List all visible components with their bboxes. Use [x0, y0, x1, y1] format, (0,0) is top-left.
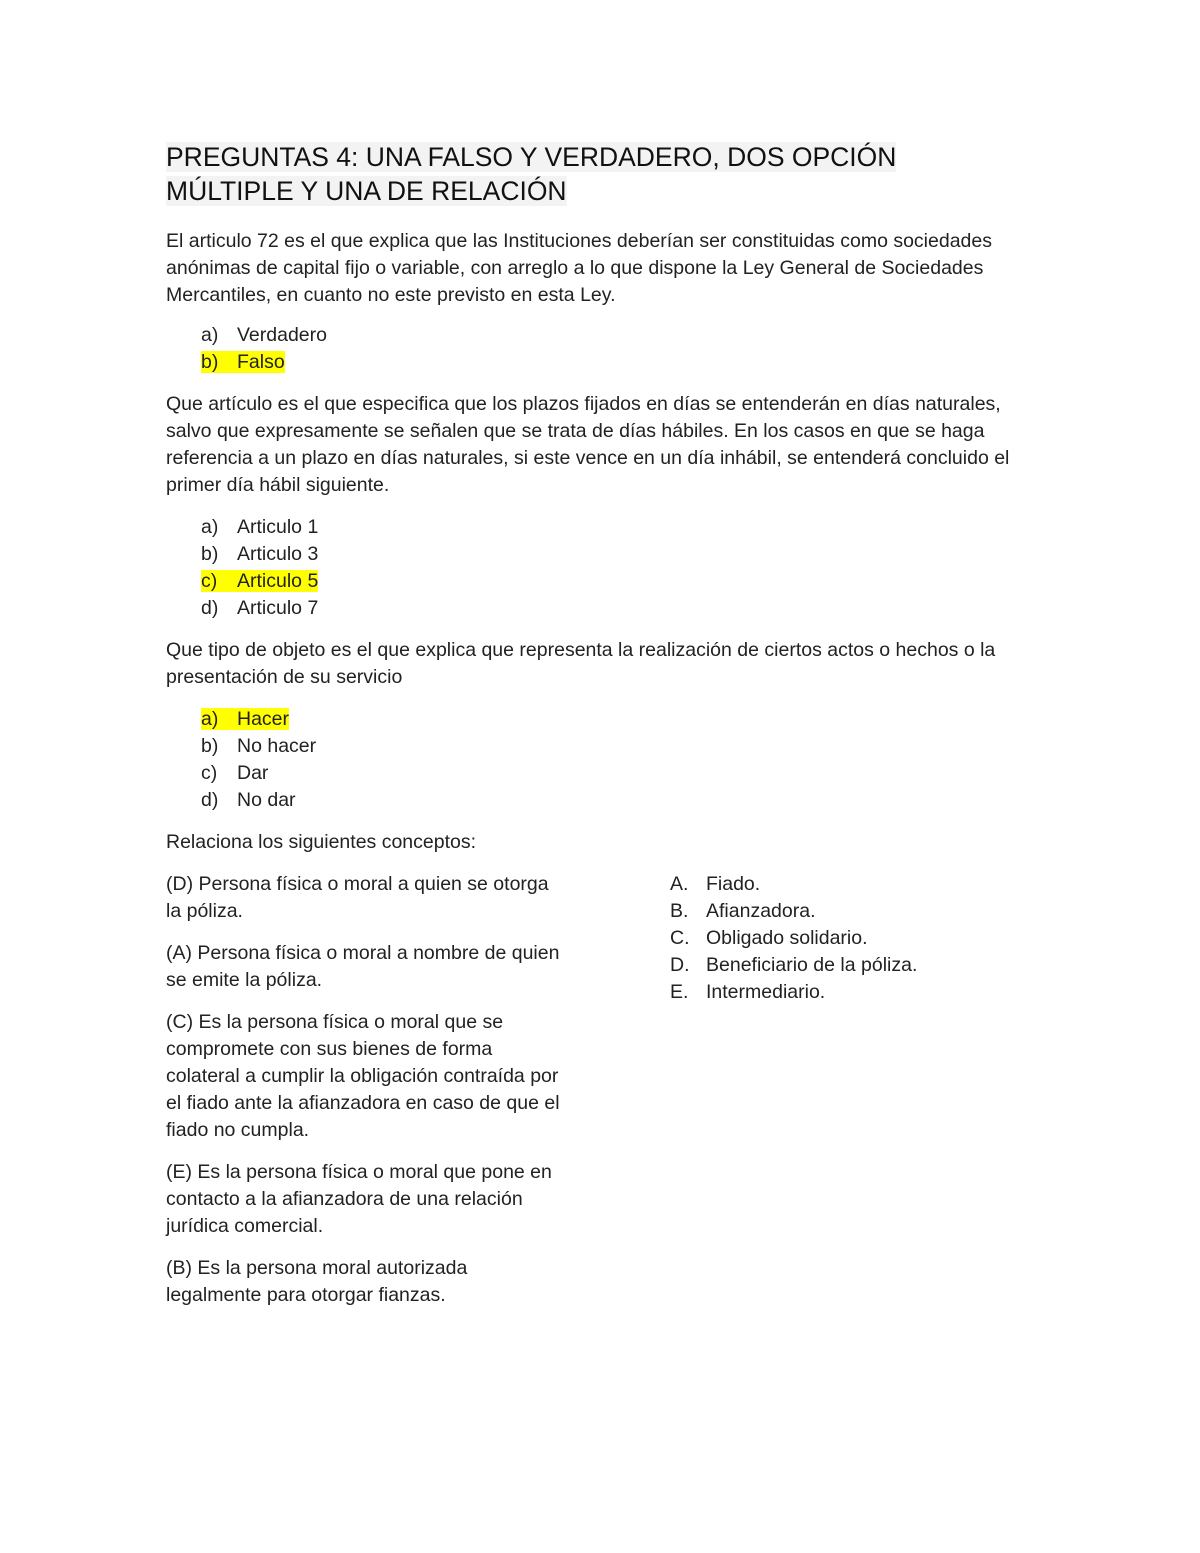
definition-item: (C) Es la persona física o moral que se compromete con sus bienes de forma colateral a cumplir la obligación contraída por el fiado ante la afianzadora en caso de que el fiado no cumpla. — [166, 1011, 560, 1141]
concept-marker: E. — [670, 981, 689, 1003]
definition-item: (A) Persona física o moral a nombre de quien se emite la póliza. — [166, 942, 560, 991]
option-item — [201, 595, 1046, 622]
definition-item: (D) Persona física o moral a quien se otorga la póliza. — [166, 873, 549, 922]
option-item — [201, 760, 1046, 787]
option-item — [201, 787, 1046, 814]
option-label: Dar — [237, 762, 269, 784]
option-marker: b) — [201, 735, 219, 757]
option-label: Articulo 7 — [237, 597, 319, 619]
relate-section — [166, 871, 1046, 1324]
page-title — [166, 140, 926, 208]
option-marker: b) — [201, 543, 219, 565]
option-label: Articulo 1 — [237, 516, 319, 538]
option-item — [201, 733, 1046, 760]
option-label: No hacer — [237, 735, 317, 757]
option-item — [201, 322, 1046, 349]
concepts-list — [670, 871, 917, 1006]
option-marker: c) — [201, 762, 218, 784]
definition-item: (E) Es la persona física o moral que pone en contacto a la afianzadora de una relación jurídica comercial. — [166, 1161, 552, 1237]
concept-label: Beneficiario de la póliza. — [706, 954, 918, 976]
option-marker: a) — [201, 324, 219, 346]
option-label: No dar — [237, 789, 296, 811]
definitions-column — [166, 871, 566, 1324]
concept-item — [670, 898, 917, 925]
option-item-highlighted — [201, 706, 1046, 733]
option-item — [201, 541, 1046, 568]
relate-intro: Relaciona los siguientes conceptos: — [166, 831, 477, 853]
concept-label: Afianzadora. — [706, 900, 816, 922]
concept-marker: B. — [670, 900, 689, 922]
option-item — [201, 514, 1046, 541]
option-item-highlighted — [201, 349, 1046, 376]
option-item-highlighted — [201, 568, 1046, 595]
concept-marker: D. — [670, 954, 690, 976]
option-marker: b) — [201, 351, 219, 373]
option-marker: a) — [201, 516, 219, 538]
option-label: Articulo 3 — [237, 543, 319, 565]
concept-item — [670, 979, 917, 1006]
question-3-options — [166, 706, 1046, 814]
question-3-text: Que tipo de objeto es el que explica que representa la realización de ciertos actos o hechos o la presentación de su servicio — [166, 639, 996, 688]
concept-item — [670, 871, 917, 898]
option-marker: d) — [201, 789, 219, 811]
concept-item — [670, 952, 917, 979]
question-2-text: Que artículo es el que especifica que los plazos fijados en días se entenderán en días naturales, salvo que expresamente se señalen que se trata de días hábiles. En los casos en que se haga referencia a un plazo en días naturales, si este vence en un día inhábil, se entenderá concluido el primer día hábil siguiente. — [166, 393, 1010, 496]
option-marker: c) — [201, 570, 218, 592]
concept-item — [670, 925, 917, 952]
concepts-column — [670, 871, 917, 1324]
option-label: Articulo 5 — [237, 570, 319, 592]
concept-label: Fiado. — [706, 873, 761, 895]
concept-label: Intermediario. — [706, 981, 826, 1003]
concept-label: Obligado solidario. — [706, 927, 868, 949]
option-marker: d) — [201, 597, 219, 619]
option-marker: a) — [201, 708, 219, 730]
option-label: Falso — [237, 351, 285, 373]
concept-marker: C. — [670, 927, 690, 949]
option-label: Verdadero — [237, 324, 327, 346]
option-label: Hacer — [237, 708, 290, 730]
concept-marker: A. — [670, 873, 689, 895]
title-line-2: MÚLTIPLE Y UNA DE RELACIÓN — [166, 176, 567, 206]
document-page — [166, 140, 1046, 1324]
definition-item: (B) Es la persona moral autorizada legalmente para otorgar fianzas. — [166, 1257, 468, 1306]
question-1-text: El articulo 72 es el que explica que las Instituciones deberían ser constituidas como sociedades anónimas de capital fijo o variable, con arreglo a lo que dispone la Ley General de Sociedades Mercantiles, en cuanto no este previsto en esta Ley. — [166, 230, 992, 306]
title-line-1: PREGUNTAS 4: UNA FALSO Y VERDADERO, DOS OPCIÓN — [166, 142, 897, 172]
question-2-options — [166, 514, 1046, 622]
question-1-options — [166, 322, 1046, 376]
